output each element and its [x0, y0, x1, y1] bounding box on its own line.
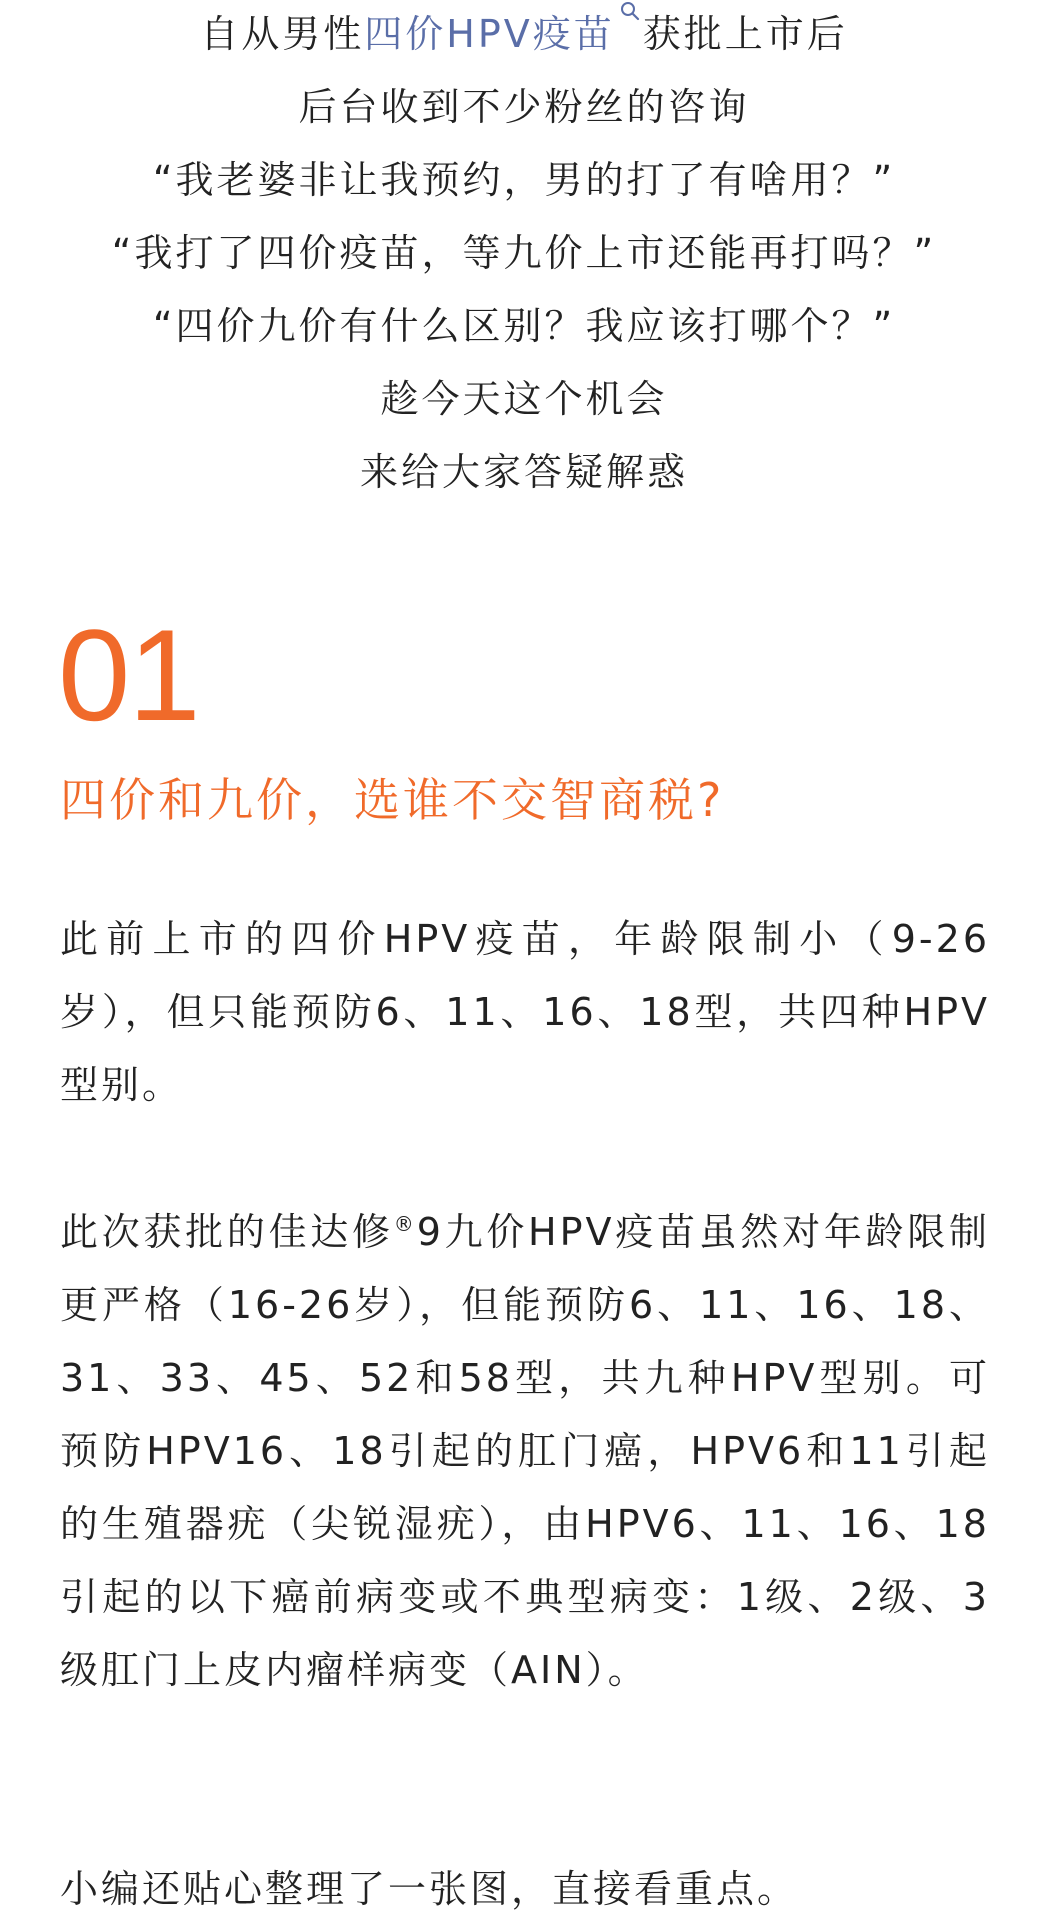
intro-block — [0, 0, 1048, 509]
paragraph-quadrivalent: 此前上市的四价HPV疫苗，年龄限制小（9-26岁），但只能预防6、11、16、18型，共四种HPV型别。 — [60, 917, 990, 1107]
intro-line-7: 来给大家答疑解惑 — [359, 450, 688, 494]
intro-line-2: 后台收到不少粉丝的咨询 — [298, 85, 750, 129]
hpv-vaccine-search-link[interactable]: 四价HPV疫苗 — [364, 12, 615, 56]
intro-line-1 — [0, 0, 1048, 71]
intro-line-1-before: 自从男性 — [200, 12, 365, 56]
intro-line-4: “我打了四价疫苗，等九价上市还能再打吗？” — [111, 231, 937, 275]
intro-line-3: “我老婆非让我预约，男的打了有啥用？” — [152, 158, 896, 202]
paragraph-nonavalent — [60, 1196, 990, 1707]
paragraph-nonavalent-start: 此次获批的佳达修 — [60, 1210, 394, 1254]
search-icon[interactable] — [619, 0, 641, 30]
section-number: 01 — [58, 602, 199, 748]
paragraph-nonavalent-rest: 9九价HPV疫苗虽然对年龄限制更严格（16-26岁），但能预防6、11、16、18、31、33、45、52和58型，共九种HPV型别。可预防HPV16、18引起的肛门癌，HPV6和11引起的生殖器疣（尖锐湿疣），由HPV6、11、16、18引起的以下癌前病变或不典型病变：1级、2级、3级肛门上皮内瘤样病变（AIN）。 — [60, 1210, 990, 1692]
intro-line-5: “四价九价有什么区别？我应该打哪个？” — [152, 304, 896, 348]
registered-mark: ® — [393, 1212, 417, 1236]
paragraph-summary-note: 小编还贴心整理了一张图，直接看重点。 — [60, 1867, 799, 1911]
section-title: 四价和九价，选谁不交智商税? — [60, 773, 725, 827]
intro-line-6: 趁今天这个机会 — [380, 377, 668, 421]
intro-line-1-after: 获批上市后 — [642, 12, 848, 56]
